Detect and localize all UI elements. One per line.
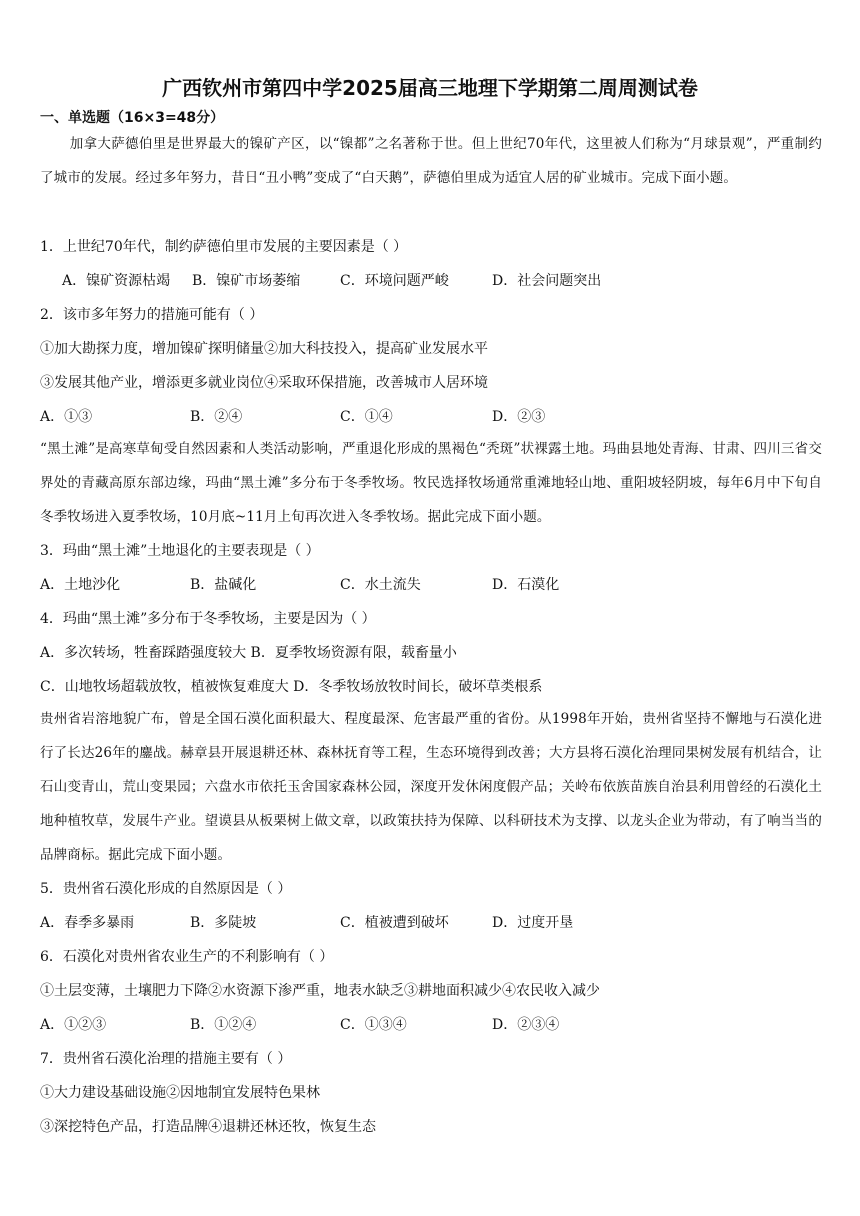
option-d[interactable]: D．②③④ — [492, 1017, 560, 1033]
question-6-stem: 6．石漠化对贵州省农业生产的不利影响有（ ） — [40, 949, 334, 965]
option-c[interactable]: C．①④ — [340, 409, 393, 425]
page-title: 广西钦州市第四中学2025届高三地理下学期第二周周测试卷 — [162, 76, 698, 100]
passage-1: 加拿大萨德伯里是世界最大的镍矿产区，以“镍都”之名著称于世。但上世纪70年代，这里被人们称为“月球景观”，严重制约了城市的发展。经过多年努力，昔日“丑小鸭”变成了“白天鹅”，萨德伯里成为适宜人居的矿业城市。完成下面小题。 — [40, 136, 822, 186]
question-7-stem: 7．贵州省石漠化治理的措施主要有（ ） — [40, 1051, 292, 1067]
option-a[interactable]: A．①③ — [40, 409, 93, 425]
question-3-stem: 3．玛曲“黑土滩”土地退化的主要表现是（ ） — [40, 543, 320, 559]
question-2-item-line: ①加大勘探力度，增加镍矿探明储量②加大科技投入，提高矿业发展水平 — [40, 341, 488, 357]
question-7-item-line: ①大力建设基础设施②因地制宜发展特色果林 — [40, 1085, 320, 1101]
option-b[interactable]: B．盐碱化 — [190, 577, 257, 593]
option-a[interactable]: A．镍矿资源枯竭 — [62, 273, 171, 289]
question-2-item-line: ③发展其他产业，增添更多就业岗位④采取环保措施，改善城市人居环境 — [40, 375, 488, 391]
option-b[interactable]: B．多陡坡 — [190, 915, 257, 931]
option-c[interactable]: C．①③④ — [340, 1017, 407, 1033]
option-b[interactable]: B．镍矿市场萎缩 — [192, 273, 301, 289]
option-b[interactable]: B．①②④ — [190, 1017, 257, 1033]
option-c[interactable]: C．水土流失 — [340, 577, 421, 593]
question-5-stem: 5．贵州省石漠化形成的自然原因是（ ） — [40, 881, 292, 897]
option-c[interactable]: C．环境问题严峻 — [340, 273, 449, 289]
question-4-stem: 4．玛曲“黑土滩”多分布于冬季牧场，主要是因为（ ） — [40, 611, 376, 627]
option-a[interactable]: A．①②③ — [40, 1017, 107, 1033]
option-b[interactable]: B．②④ — [190, 409, 243, 425]
passage-3: 贵州省岩溶地貌广布，曾是全国石漠化面积最大、程度最深、危害最严重的省份。从1998年开始，贵州省坚持不懈地与石漠化进行了长达26年的鏖战。赫章县开展退耕还林、森林抚育等工程，生态环境得到改善；大方县将石漠化治理同果树发展有机结合，让石山变青山，荒山变果园；六盘水市依托玉舍国家森林公园，深度开发休闲度假产品；关岭布依族苗族自治县利用曾经的石漠化土地种植牧草，发展牛产业。望谟县从板栗树上做文章，以政策扶持为保障、以科研技术为支撑、以龙头企业为带动，有了响当当的品牌商标。据此完成下面小题。 — [40, 711, 822, 863]
option-a[interactable]: A．春季多暴雨 — [40, 915, 135, 931]
option-d[interactable]: D．社会问题突出 — [492, 273, 602, 289]
option-a[interactable]: A．土地沙化 — [40, 577, 121, 593]
question-6-item-line: ①土层变薄，土壤肥力下降②水资源下渗严重，地表水缺乏③耕地面积减少④农民收入减少 — [40, 983, 600, 999]
passage-2: “黑土滩”是高寒草甸受自然因素和人类活动影响，严重退化形成的黑褐色“秃斑”状裸露土地。玛曲县地处青海、甘肃、四川三省交界处的青藏高原东部边缘，玛曲“黑土滩”多分布于冬季牧场。牧民选择牧场通常重滩地轻山地、重阳坡轻阴坡，每年6月中下旬自冬季牧场进入夏季牧场，10月底~11月上旬再次进入冬季牧场。据此完成下面小题。 — [40, 441, 822, 525]
question-1-stem: 1．上世纪70年代，制约萨德伯里市发展的主要因素是（ ） — [40, 239, 408, 255]
question-7-item-line: ③深挖特色产品，打造品牌④退耕还林还牧，恢复生态 — [40, 1119, 376, 1135]
question-4-option-line[interactable]: C．山地牧场超载放牧，植被恢复难度大 D．冬季牧场放牧时间长，破坏草类根系 — [40, 679, 543, 695]
option-d[interactable]: D．石漠化 — [492, 577, 560, 593]
option-c[interactable]: C．植被遭到破坏 — [340, 915, 449, 931]
question-2-stem: 2．该市多年努力的措施可能有（ ） — [40, 307, 264, 323]
question-4-option-line[interactable]: A．多次转场，牲畜踩踏强度较大 B．夏季牧场资源有限，载畜量小 — [40, 645, 457, 661]
option-d[interactable]: D．②③ — [492, 409, 546, 425]
section-heading: 一、单选题（16×3=48分） — [40, 110, 225, 126]
option-d[interactable]: D．过度开垦 — [492, 915, 574, 931]
